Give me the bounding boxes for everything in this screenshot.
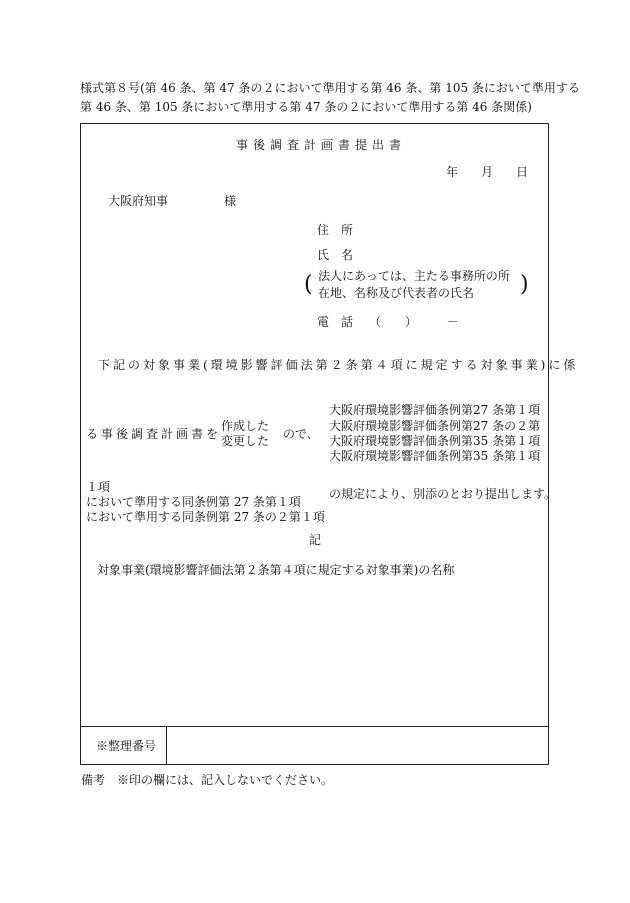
name-label: 氏 名	[317, 248, 354, 262]
body-closing: の規定により、別添のとおり提出します。	[329, 487, 557, 501]
form-header-line-1: 様式第８号(第 46 条、第 47 条の２において準用する第 46 条、第 105 条において準用する	[80, 81, 580, 95]
project-name-field[interactable]	[81, 580, 548, 725]
date-year: 年	[446, 165, 459, 179]
option-changed: 変更した	[221, 434, 270, 448]
form-note: 備考 ※印の欄には、記入しないでください。	[81, 773, 334, 787]
honorific: 様	[224, 194, 237, 208]
form-header-line-2: 第 46 条、第 105 条において準用する第 47 条の２において準用する第 46 条関係)	[80, 100, 532, 114]
corp-note-line-2: 在地、名称及び代表者の氏名	[318, 286, 475, 300]
phone-label: 電 話	[317, 315, 354, 329]
article-option-4: 大阪府環境影響評価条例第35 条第１項	[329, 449, 541, 463]
article-option-3: 大阪府環境影響評価条例第35 条第１項	[329, 434, 541, 448]
reference-cell-divider	[166, 726, 167, 765]
corp-note-open-bracket: (	[304, 272, 313, 297]
addressee: 大阪府知事	[108, 194, 169, 208]
body-doc-phrase: る事後調査計画書を	[86, 427, 222, 441]
date-month: 月	[481, 165, 494, 179]
ki-marker: 記	[309, 533, 322, 547]
body-connector: ので、	[283, 427, 319, 441]
article-option-1: 大阪府環境影響評価条例第27 条第１項	[329, 403, 541, 417]
project-name-label: 対象事業(環境影響評価法第２条第４項に規定する対象事業)の名称	[97, 563, 455, 577]
option-created: 作成した	[221, 419, 270, 433]
form-footer-divider	[80, 726, 549, 727]
corp-note-close-bracket: )	[520, 272, 529, 297]
form-title: 事後調査計画書提出書	[236, 138, 407, 152]
article-continuation-2: において準用する同条例第 27 条第１項	[86, 495, 301, 509]
phone-format: （ ） －	[369, 315, 460, 329]
corp-note-line-1: 法人にあっては、主たる事務所の所	[318, 269, 510, 283]
article-continuation-3: において準用する同条例第 27 条の２第１項	[86, 510, 325, 524]
article-continuation-1: １項	[86, 480, 111, 494]
body-intro: 下記の対象事業(環境影響評価法第２条第４項に規定する対象事業)に係	[98, 358, 579, 372]
date-day: 日	[516, 165, 529, 179]
address-label: 住 所	[317, 223, 354, 237]
reference-number-label: ※整理番号	[96, 739, 157, 753]
article-option-2: 大阪府環境影響評価条例第27 条の２第	[329, 419, 541, 433]
